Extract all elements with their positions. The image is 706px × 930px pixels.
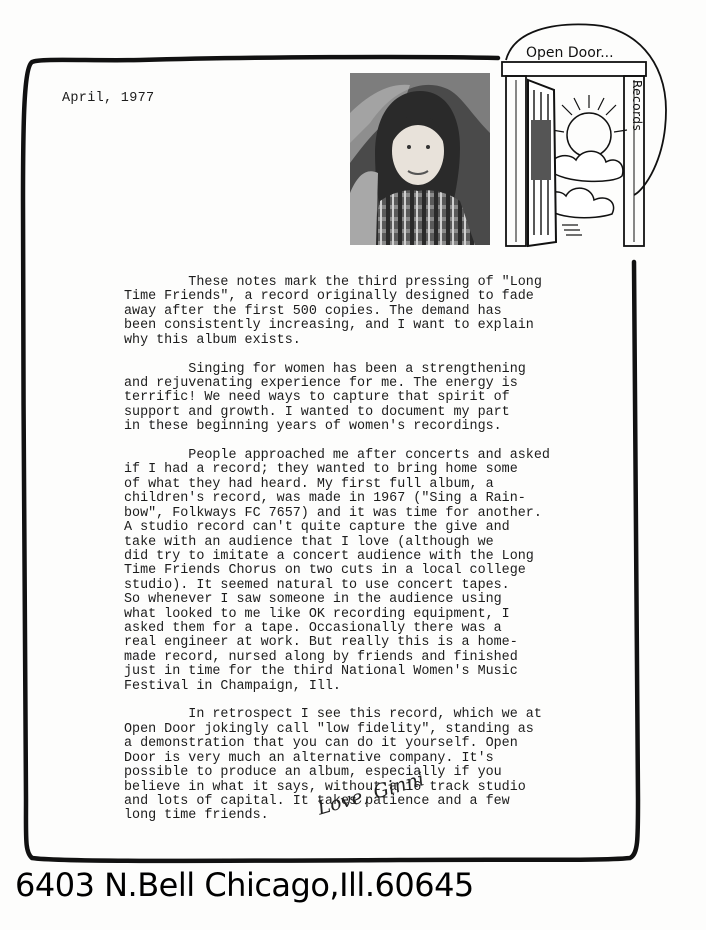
letter-date: April, 1977 <box>62 91 155 106</box>
paragraph-1: These notes mark the third pressing of "Long Time Friends", a record originally designed to fade away after the first 500 copies. The demand has been consistently increasing, and I want to explain why this album exists. <box>124 275 542 348</box>
paragraph-4: In retrospect I see this record, which we at Open Door jokingly call "low fidelity", standing as a demonstration that you can do it yourself. Open Door is very much an alternative company. It's possible to produce an album, especially if you believe in what it says, without a 16 track studio and lots of capital. It takes patience and a few long time friends. <box>124 707 542 824</box>
paragraph-3: People approached me after concerts and asked if I had a record; they wanted to bring home some of what they had heard. My first full album, a children's record, was made in 1967 ("Sing a Rain- bow", Folkways FC 7657) and it was time for another. A studio record can't quite capture the give and take with an audience that I love (although we did try to imitate a concert audience with the Long Time Friends Chorus on two cuts in a local college studio). It seemed natural to use concert tapes. So whenever I saw someone in the audience using what looked to me like OK recording equipment, I asked them for a tape. Occasionally there was a real engineer at work. But really this is a home- made record, nursed along by friends and finished just in time for the third National Women's Music Festival in Champaign, Ill. <box>124 448 550 694</box>
logo-subtitle: Records <box>630 80 644 132</box>
mailing-address: 6403 N.Bell Chicago,Ill.60645 <box>15 866 474 904</box>
paragraph-2: Singing for women has been a strengthening and rejuvenating experience for me. The energy is terrific! We need ways to capture that spirit of support and growth. I wanted to document my part in these beginning years of women's recordings. <box>124 361 526 435</box>
signature: Love, Ginni <box>314 768 427 820</box>
portrait-photo <box>350 73 490 245</box>
letter-body <box>124 275 550 838</box>
logo-title: Open Door... <box>526 45 614 61</box>
